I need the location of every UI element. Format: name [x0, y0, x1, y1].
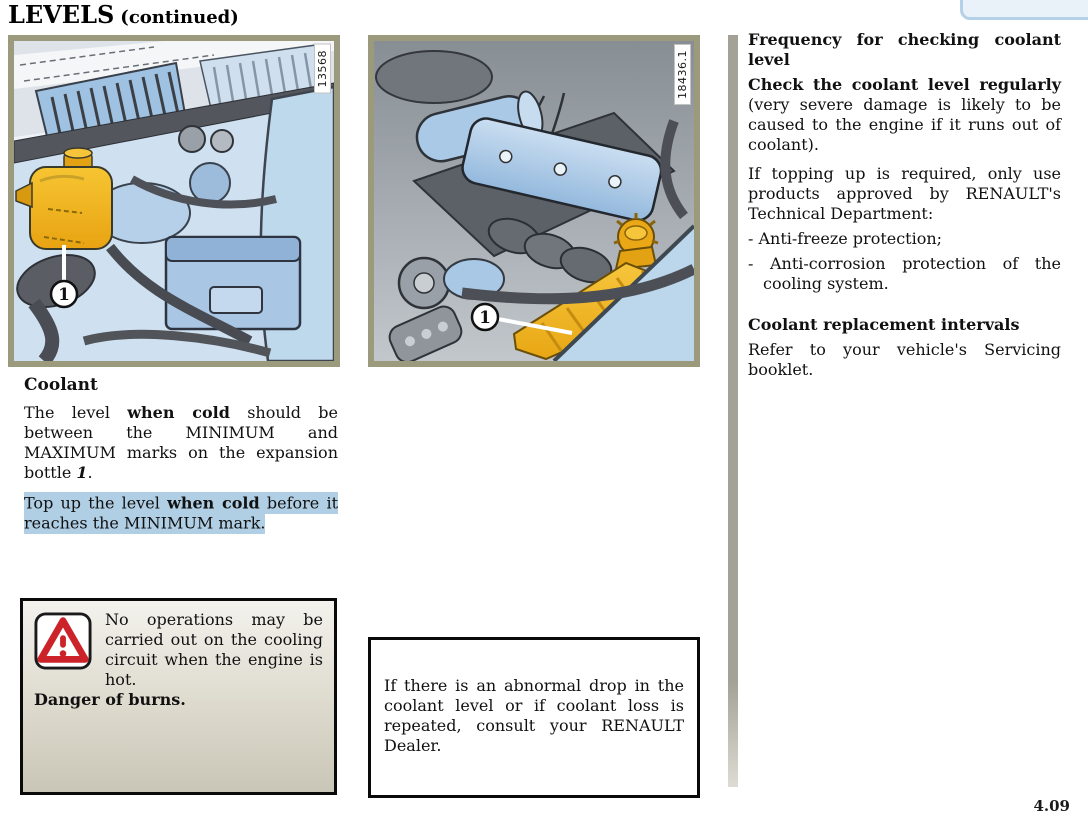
warning-triangle-icon — [34, 612, 92, 670]
coolant-paragraph — [24, 403, 338, 483]
right-column — [748, 30, 1061, 380]
coolant-text-2: should be between the MINIMUM and MAXIMUM marks on the expansion bottle — [24, 403, 339, 482]
highlight-text-2: before it reaches the MINIMUM mark. — [24, 493, 339, 532]
bullet-anti-freeze: - Anti-freeze protection; — [748, 229, 943, 248]
coolant-item-ref: 1 — [76, 463, 88, 482]
figure2-canvas — [374, 41, 694, 361]
warning-box — [20, 598, 337, 795]
page-title — [8, 0, 239, 33]
check-level-rest: (very severe damage is likely to be caused to the engine if it runs out of coolant). — [748, 95, 1061, 154]
figure1-canvas — [14, 41, 334, 361]
bullet-anti-corrosion: - Anti-corrosion protection of the cooling system. — [748, 254, 1061, 293]
coolant-text-1: The level — [24, 403, 128, 422]
figure-engine-bay-top — [8, 35, 340, 367]
corner-tab — [960, 0, 1088, 20]
page-title-suffix: (continued) — [120, 7, 239, 28]
replacement-intervals-heading: Coolant replacement intervals — [748, 315, 1020, 334]
figure1-ref-number: 13568 — [314, 44, 331, 94]
warning-danger-text: Danger of burns. — [34, 690, 186, 709]
coolant-bold-when-cold: when cold — [127, 403, 230, 422]
check-level-paragraph — [748, 75, 1061, 155]
page-title-main: LEVELS — [8, 0, 115, 29]
engine-bay-illustration-2 — [374, 41, 694, 361]
warning-text: No operations may be carried out on the cooling circuit when the engine is hot. — [105, 610, 323, 689]
topping-up-paragraph: If topping up is required, only use products approved by RENAULT's Technical Department: — [748, 164, 1061, 223]
coolant-highlight-paragraph — [24, 493, 338, 533]
warning-paragraph — [34, 610, 323, 710]
highlight-text-1: Top up the level — [24, 493, 168, 512]
coolant-heading: Coolant — [24, 375, 98, 395]
dealer-info-text: If there is an abnormal drop in the coolant level or if coolant loss is repeated, consult your RENAULT Dealer. — [384, 676, 684, 755]
page-number: 4.09 — [1033, 797, 1070, 815]
coolant-text-3: . — [87, 463, 93, 482]
callout-label: 1 — [479, 308, 491, 328]
dealer-info-box — [368, 637, 700, 798]
figure2-ref-number: 18436.1 — [674, 44, 691, 105]
coolant-section — [24, 374, 338, 533]
servicing-booklet-paragraph: Refer to your vehicle's Servicing booklet. — [748, 340, 1061, 379]
column-divider — [728, 35, 738, 787]
frequency-heading: Frequency for checking coolant level — [748, 30, 1061, 69]
highlighted-note — [24, 492, 338, 534]
callout-label: 1 — [58, 285, 70, 305]
figure-engine-side — [368, 35, 700, 367]
check-level-bold: Check the coolant level regularly — [748, 75, 1061, 94]
engine-bay-illustration-1 — [14, 41, 334, 361]
highlight-bold-when-cold: when cold — [167, 493, 260, 512]
